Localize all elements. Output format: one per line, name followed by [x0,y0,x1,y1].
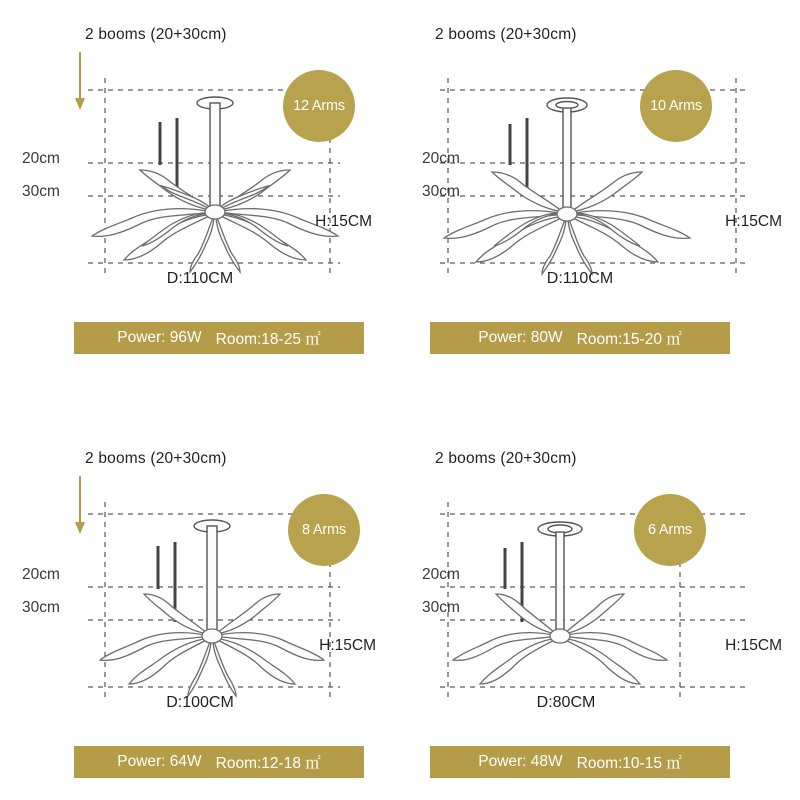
dimension-20cm: 20cm [22,566,60,583]
arms-badge: 10 Arms [640,70,712,142]
diameter-label: D:110CM [546,270,614,287]
height-label: H:15CM [319,637,376,654]
diameter-label: D:110CM [166,270,234,287]
dimension-30cm: 30cm [422,183,460,200]
room-label: Room:12-18 ㎡ [215,755,321,772]
height-label: H:15CM [315,213,372,230]
room-label: Room:18-25 ㎡ [215,331,321,348]
power-room-bar [430,746,730,778]
arms-badge: 12 Arms [283,70,355,142]
room-label: Room:10-15 ㎡ [576,755,682,772]
down-arrow-icon [74,52,86,112]
power-room-bar [74,746,364,778]
booms-label: 2 booms (20+30cm) [435,450,577,467]
power-label: Power: 80W [478,329,563,346]
spec-panel-8-arms [0,400,400,800]
room-label: Room:15-20 ㎡ [576,331,682,348]
arms-badge: 6 Arms [634,494,706,566]
dimension-30cm: 30cm [22,183,60,200]
down-arrow-icon [74,476,86,536]
dimension-20cm: 20cm [22,150,60,167]
diameter-label: D:100CM [166,694,234,711]
spec-panel-12-arms [0,0,400,400]
height-label: H:15CM [725,213,782,230]
dimension-30cm: 30cm [422,599,460,616]
dimension-30cm: 30cm [22,599,60,616]
booms-label: 2 booms (20+30cm) [435,26,577,43]
power-room-bar [74,322,364,354]
arms-badge: 8 Arms [288,494,360,566]
power-label: Power: 48W [478,753,563,770]
height-label: H:15CM [725,637,782,654]
diameter-label: D:80CM [536,694,596,711]
power-room-bar [430,322,730,354]
booms-label: 2 booms (20+30cm) [85,26,227,43]
dimension-20cm: 20cm [422,150,460,167]
power-label: Power: 96W [117,329,202,346]
spec-panel-6-arms [400,400,800,800]
spec-panel-10-arms [400,0,800,400]
power-label: Power: 64W [117,753,202,770]
dimension-20cm: 20cm [422,566,460,583]
booms-label: 2 booms (20+30cm) [85,450,227,467]
